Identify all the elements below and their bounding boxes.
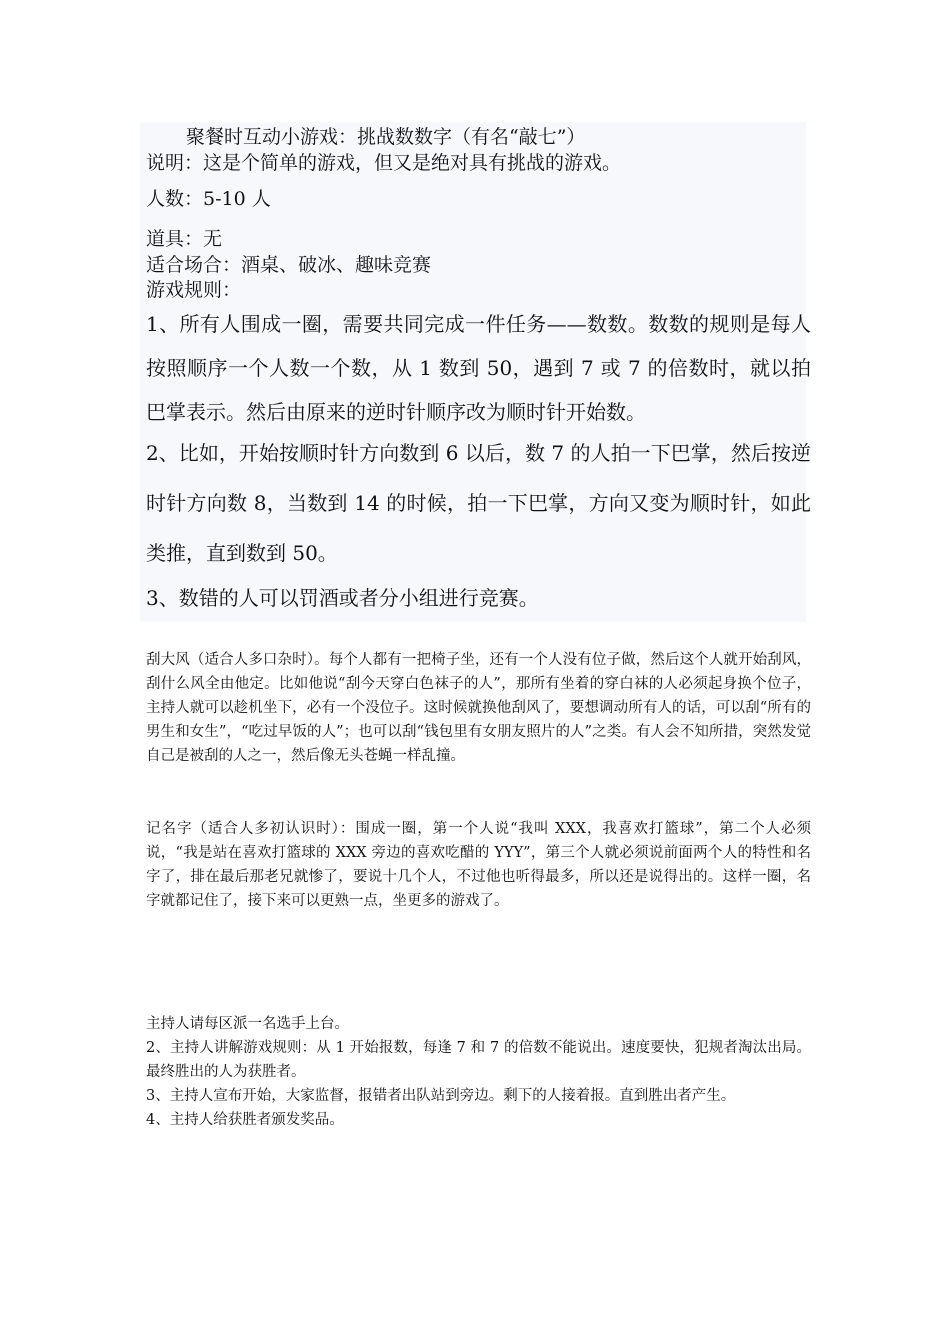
player-count: 人数：5-10 人 xyxy=(146,188,271,210)
host-step-1: 主持人请每区派一名选手上台。 xyxy=(146,1016,349,1032)
venue-line: 适合场合：酒桌、破冰、趣味竞赛 xyxy=(146,254,432,276)
host-step-3: 3、主持人宣布开始，大家监督，报错者出队站到旁边。剩下的人接着报。直到胜出者产生。 xyxy=(146,1088,736,1104)
rule-3: 3、数错的人可以罚酒或者分小组进行竞赛。 xyxy=(146,586,539,610)
host-steps xyxy=(146,1012,811,1132)
paragraph-wind-game: 刮大风（适合人多口杂时）。每个人都有一把椅子坐，还有一个人没有位子做，然后这个人就开始刮风，刮什么风全由他定。比如他说“刮今天穿白色袜子的人”，那所有坐着的穿白袜的人必须起身换个位子，主持人就可以趁机坐下，必有一个没位子。这时候就换他刮风了，要想调动所有人的话，可以刮“所有的男生和女生”，“吃过早饭的人”；也可以刮“钱包里有女朋友照片的人”之类。有人会不知所措，突然发觉自己是被刮的人之一，然后像无头苍蝇一样乱撞。 xyxy=(146,652,811,764)
props-line: 道具：无 xyxy=(146,228,223,250)
rules-heading: 游戏规则： xyxy=(146,279,242,301)
page-title: 聚餐时互动小游戏：挑战数数字（有名“敲七”） xyxy=(186,126,586,148)
paragraph-name-game: 记名字（适合人多初认识时）：围成一圈，第一个人说“我叫 XXX，我喜欢打篮球”，第二个人必须说，“我是站在喜欢打篮球的 XXX 旁边的喜欢吃醋的 YYY”，第三个人就必须说前面两个人的特性和名字了，排在最后那老兄就惨了，要说十几个人，不过他也听得最多，所以还是说得出的。这样一圈，名字就都记住了，接下来可以更熟一点，坐更多的游戏了。 xyxy=(146,821,811,909)
host-step-2: 2、主持人讲解游戏规则：从 1 开始报数，每逢 7 和 7 的倍数不能说出。速度要快，犯规者淘汰出局。最终胜出的人为获胜者。 xyxy=(146,1040,811,1080)
host-step-4: 4、主持人给获胜者颁发奖品。 xyxy=(146,1112,344,1128)
rule-2: 2、比如，开始按顺时针方向数到 6 以后，数 7 的人拍一下巴掌，然后按逆时针方向数 8，当数到 14 的时候，拍一下巴掌，方向又变为顺时针，如此类推，直到数到 50。 xyxy=(146,441,811,565)
game-description: 说明：这是个简单的游戏，但又是绝对具有挑战的游戏。 xyxy=(146,152,622,174)
rule-1: 1、所有人围成一圈，需要共同完成一件任务——数数。数数的规则是每人按照顺序一个人数一个数，从 1 数到 50，遇到 7 或 7 的倍数时，就以拍巴掌表示。然后由原来的逆时针顺序改为顺时针开始数。 xyxy=(146,312,811,424)
